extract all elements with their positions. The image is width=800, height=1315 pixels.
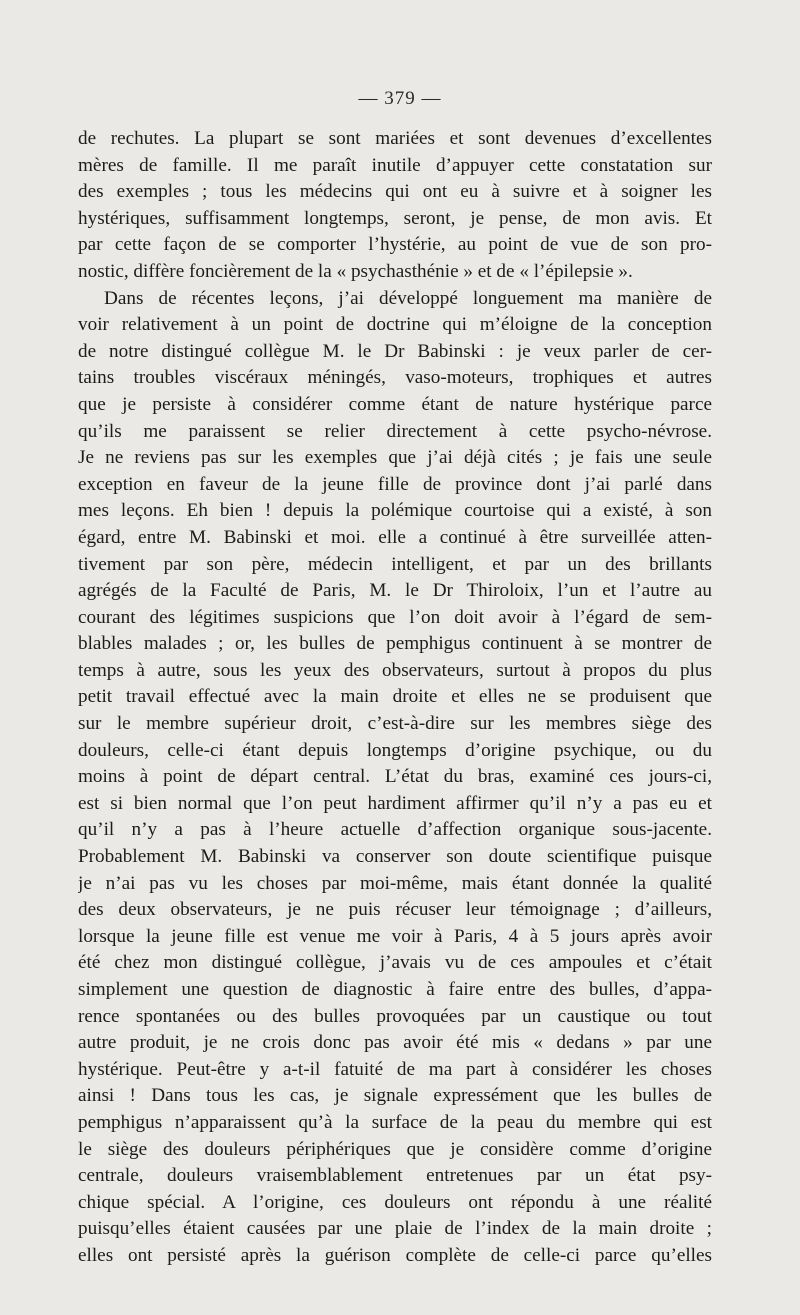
- text-line: douleurs, celle-ci étant depuis longtemps d’origine psychique, ou du: [78, 739, 712, 761]
- text-line: hystérique. Peut-être y a-t-il fatuité de ma part à considérer les choses: [78, 1058, 712, 1080]
- text-line: sur le membre supérieur droit, c’est-à-dire sur les membres siège des: [78, 713, 712, 735]
- text-line: voir relativement à un point de doctrine qui m’éloigne de la conception: [78, 314, 712, 336]
- text-line: puisqu’elles étaient causées par une plaie de l’index de la main droite ;: [78, 1218, 712, 1240]
- text-line: chique spécial. A l’origine, ces douleurs ont répondu à une réalité: [78, 1191, 712, 1213]
- text-line: pemphigus n’apparaissent qu’à la surface de la peau du membre qui est: [78, 1111, 712, 1133]
- text-line: ainsi ! Dans tous les cas, je signale expressément que les bulles de: [78, 1085, 712, 1107]
- body-text: [78, 126, 712, 1270]
- text-line: tains troubles viscéraux méningés, vaso-moteurs, trophiques et autres: [78, 367, 712, 389]
- text-line: agrégés de la Faculté de Paris, M. le Dr Thiroloix, l’un et l’autre au: [78, 580, 712, 602]
- text-line: égard, entre M. Babinski et moi. elle a continué à être surveillée atten-: [78, 526, 712, 548]
- text-line: simplement une question de diagnostic à faire entre des bulles, d’appa-: [78, 979, 712, 1000]
- text-line: je n’ai pas vu les choses par moi-même, mais étant donnée la qualité: [78, 872, 712, 894]
- text-line: elles ont persisté après la guérison complète de celle-ci parce qu’elles: [78, 1244, 712, 1266]
- text-line: qu’il n’y a pas à l’heure actuelle d’affection organique sous-jacente.: [78, 819, 712, 841]
- text-line: mes leçons. Eh bien ! depuis la polémique courtoise qui a existé, à son: [78, 500, 712, 522]
- text-line: autre produit, je ne crois donc pas avoir été mis « dedans » par une: [78, 1032, 712, 1054]
- text-line: mères de famille. Il me paraît inutile d’appuyer cette constatation sur: [78, 154, 712, 176]
- text-line: rence spontanées ou des bulles provoquées par un caustique ou tout: [78, 1005, 712, 1027]
- text-line: blables malades ; or, les bulles de pemphigus continuent à se montrer de: [78, 633, 712, 655]
- text-line: Je ne reviens pas sur les exemples que j’ai déjà cités ; je fais une seule: [78, 447, 712, 469]
- text-line: centrale, douleurs vraisemblablement entretenues par un état psy-: [78, 1165, 712, 1187]
- text-line: est si bien normal que l’on peut hardiment affirmer qu’il n’y a pas eu et: [78, 792, 712, 814]
- text-line: le siège des douleurs périphériques que je considère comme d’origine: [78, 1138, 712, 1160]
- text-line: Probablement M. Babinski va conserver son doute scientifique puisque: [78, 846, 712, 868]
- text-line: hystériques, suffisamment longtemps, seront, je pense, de mon avis. Et: [78, 207, 712, 229]
- text-line: moins à point de départ central. L’état du bras, examiné ces jours-ci,: [78, 766, 712, 788]
- text-line: des deux observateurs, je ne puis récuser leur témoignage ; d’ailleurs,: [78, 899, 712, 921]
- text-line: Dans de récentes leçons, j’ai développé longuement ma manière de: [104, 287, 712, 309]
- page-number: — 379 —: [358, 88, 442, 109]
- text-line: lorsque la jeune fille est venue me voir à Paris, 4 à 5 jours après avoir: [78, 925, 712, 947]
- text-line: petit travail effectué avec la main droite et elles ne se produisent que: [78, 686, 712, 708]
- text-line: qu’ils me paraissent se relier directement à cette psycho-névrose.: [78, 420, 712, 442]
- text-line: exception en faveur de la jeune fille de province dont j’ai parlé dans: [78, 473, 712, 495]
- text-line: tivement par son père, médecin intelligent, et par un des brillants: [78, 553, 712, 575]
- text-line: par cette façon de se comporter l’hystérie, au point de vue de son pro-: [78, 234, 712, 256]
- text-line: nostic, diffère foncièrement de la « psychasthénie » et de « l’épilepsie ».: [78, 260, 633, 282]
- text-line: temps à autre, sous les yeux des observateurs, surtout à propos du plus: [78, 659, 712, 681]
- text-line: des exemples ; tous les médecins qui ont eu à suivre et à soigner les: [78, 181, 712, 203]
- text-line: de notre distingué collègue M. le Dr Babinski : je veux parler de cer-: [78, 340, 712, 362]
- text-line: été chez mon distingué collègue, j’avais vu de ces ampoules et c’était: [78, 952, 712, 974]
- text-line: de rechutes. La plupart se sont mariées et sont devenues d’excellentes: [78, 128, 712, 149]
- text-line: que je persiste à considérer comme étant de nature hystérique parce: [78, 393, 712, 415]
- text-line: courant des légitimes suspicions que l’on doit avoir à l’égard de sem-: [78, 606, 712, 628]
